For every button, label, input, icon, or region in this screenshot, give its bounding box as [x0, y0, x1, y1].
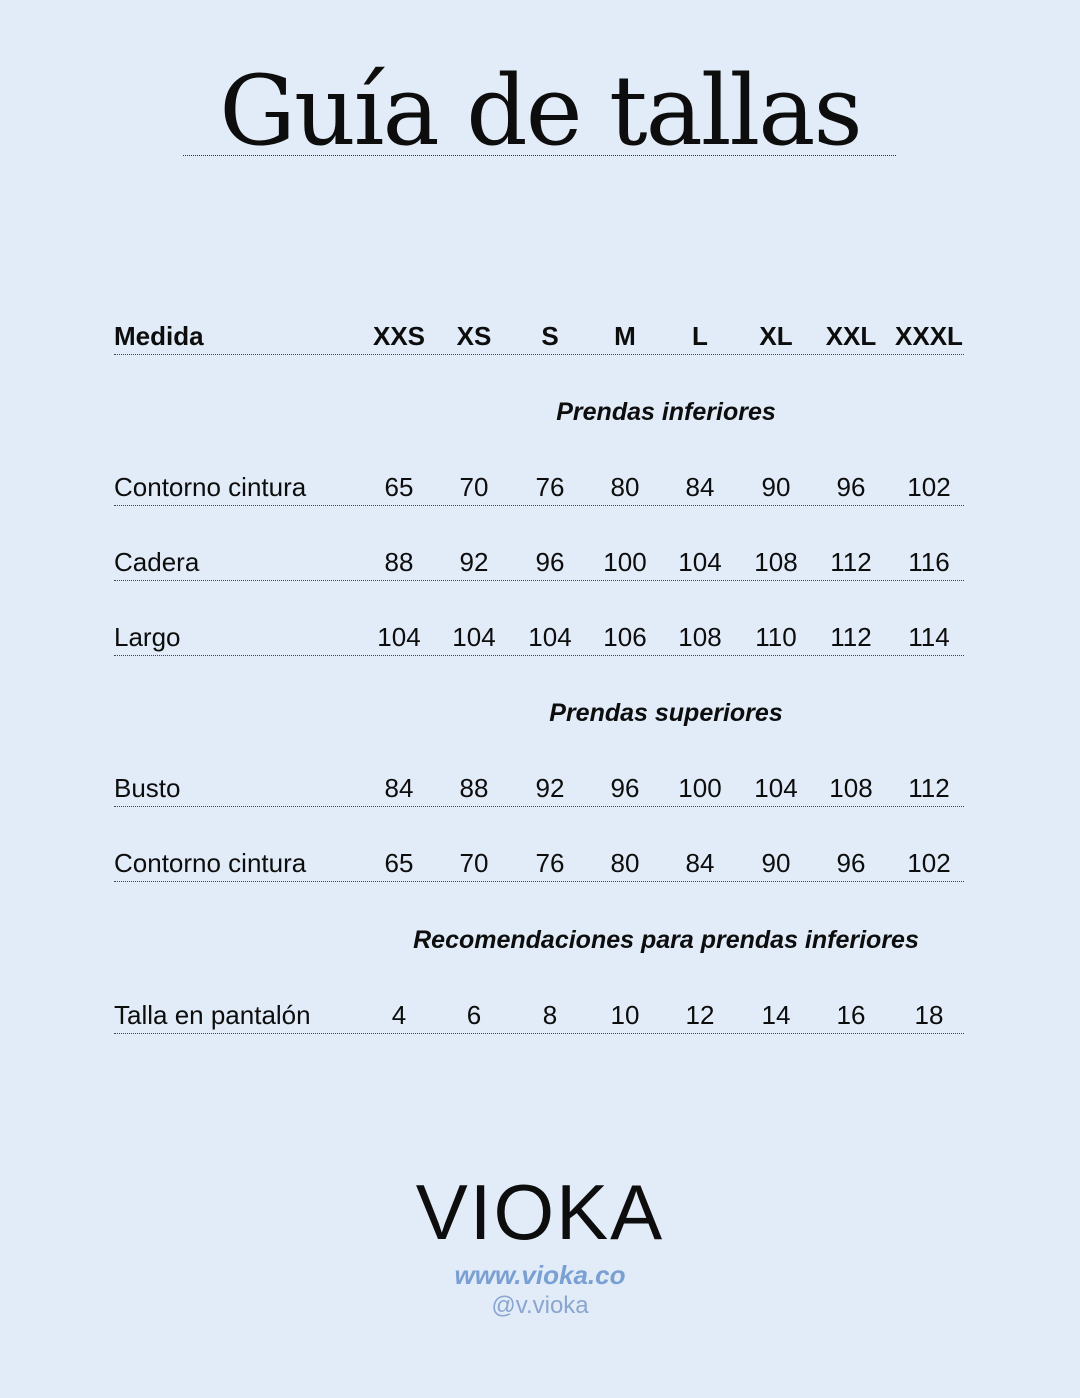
table-cell: 96	[836, 472, 866, 502]
table-cell: 84	[685, 848, 715, 878]
table-row	[114, 993, 964, 1034]
table-cell: 90	[761, 472, 791, 502]
size-header-xl: XL	[759, 321, 793, 351]
table-cell: 102	[907, 472, 951, 502]
table-row	[114, 465, 964, 506]
table-cell: 100	[678, 773, 722, 803]
table-cell: 8	[542, 1000, 558, 1030]
table-cell: 104	[377, 622, 421, 652]
table-cell: 6	[466, 1000, 482, 1030]
table-row	[114, 766, 964, 807]
table-cell: 18	[914, 1000, 944, 1030]
table-cell: 90	[761, 848, 791, 878]
table-cell: 96	[535, 547, 565, 577]
table-cell: 10	[610, 1000, 640, 1030]
size-header-xs: XS	[456, 321, 492, 351]
table-cell: 76	[535, 848, 565, 878]
table-cell: 108	[829, 773, 873, 803]
table-cell: 104	[754, 773, 798, 803]
table-cell: 84	[384, 773, 414, 803]
table-cell: 104	[452, 622, 496, 652]
table-cell: 88	[459, 773, 489, 803]
table-cell: 106	[603, 622, 647, 652]
size-header-xxxl: XXXL	[895, 321, 963, 351]
table-cell: 114	[908, 622, 950, 652]
table-cell: 88	[384, 547, 414, 577]
table-cell: 76	[535, 472, 565, 502]
table-cell: 92	[535, 773, 565, 803]
table-row	[114, 615, 964, 656]
table-cell: 16	[836, 1000, 866, 1030]
table-cell: 112	[830, 622, 872, 652]
table-cell: 70	[459, 472, 489, 502]
row-label: Contorno cintura	[114, 848, 307, 878]
brand-logo: VIOKA	[415, 1168, 665, 1256]
table-cell: 102	[907, 848, 951, 878]
table-cell: 92	[459, 547, 489, 577]
title-divider	[183, 155, 896, 156]
row-label: Talla en pantalón	[114, 1000, 311, 1030]
row-label: Contorno cintura	[114, 472, 307, 502]
table-row	[114, 841, 964, 882]
table-cell: 108	[678, 622, 722, 652]
row-label: Largo	[114, 622, 181, 652]
table-cell: 104	[528, 622, 572, 652]
social-handle[interactable]: @v.vioka	[491, 1292, 589, 1319]
table-cell: 100	[603, 547, 647, 577]
table-cell: 80	[610, 472, 640, 502]
table-cell: 84	[685, 472, 715, 502]
table-cell: 4	[391, 1000, 407, 1030]
table-cell: 112	[908, 773, 950, 803]
section-title-recommendations: Recomendaciones para prendas inferiores	[413, 926, 919, 954]
size-header-xxs: XXS	[372, 321, 426, 351]
size-header-m: M	[614, 321, 636, 351]
row-label: Cadera	[114, 547, 200, 577]
table-cell: 65	[384, 848, 414, 878]
row-label: Busto	[114, 773, 181, 803]
table-cell: 14	[761, 1000, 791, 1030]
section-title-lower: Prendas inferiores	[556, 398, 776, 426]
section-title-upper: Prendas superiores	[549, 699, 783, 727]
table-cell: 12	[685, 1000, 715, 1030]
table-row	[114, 540, 964, 581]
table-cell: 110	[755, 622, 797, 652]
table-cell: 96	[836, 848, 866, 878]
table-cell: 108	[754, 547, 798, 577]
table-cell: 80	[610, 848, 640, 878]
table-cell: 116	[908, 547, 950, 577]
size-header-s: S	[541, 321, 559, 351]
table-cell: 65	[384, 472, 414, 502]
website-link[interactable]: www.vioka.co	[454, 1260, 626, 1290]
table-cell: 104	[678, 547, 722, 577]
table-header-row	[114, 314, 964, 355]
size-header-xxl: XXL	[825, 321, 877, 351]
header-label: Medida	[114, 321, 204, 351]
page-title: Guía de tallas	[219, 55, 861, 167]
table-cell: 96	[610, 773, 640, 803]
table-cell: 112	[830, 547, 872, 577]
table-cell: 70	[459, 848, 489, 878]
size-header-l: L	[692, 321, 708, 351]
